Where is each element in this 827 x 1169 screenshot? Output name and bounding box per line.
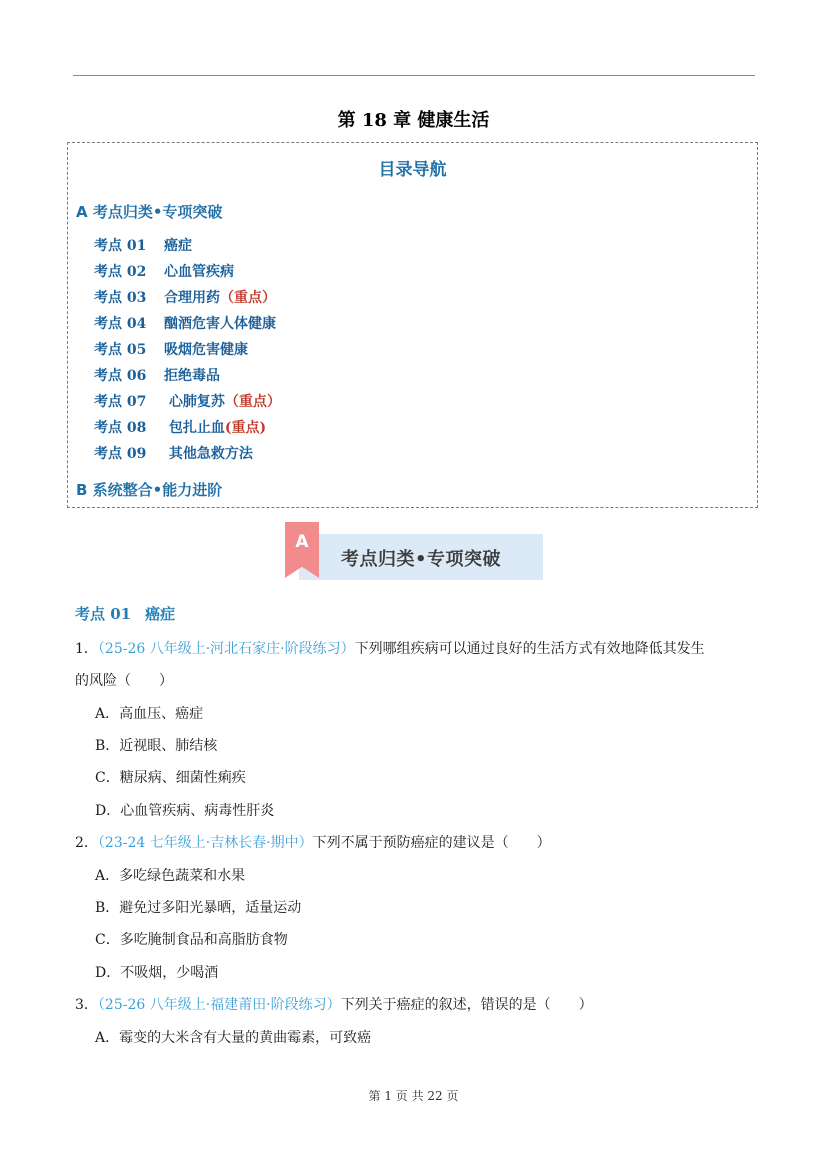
- question-1-option-b: B．近视眼、肺结核: [95, 738, 218, 754]
- toc-item-02[interactable]: 考点 02 心血管疾病: [94, 264, 234, 280]
- question-1-stem: 1．（25-26 八年级上·河北石家庄·阶段练习）下列哪组疾病可以通过良好的生活方式有效地降低其发生: [75, 641, 705, 657]
- toc-item-08[interactable]: 考点 08 包扎止血(重点): [94, 420, 267, 436]
- topic-heading: 考点 01 癌症: [75, 605, 176, 623]
- question-2-option-c: C．多吃腌制食品和高脂肪食物: [95, 932, 288, 948]
- toc-item-05[interactable]: 考点 05 吸烟危害健康: [94, 342, 248, 358]
- question-source: （23-24 七年级上·吉林长春·期中）: [97, 835, 313, 851]
- toc-item-07[interactable]: 考点 07 心肺复苏（重点）: [94, 394, 281, 410]
- banner-flag-letter: A: [295, 532, 309, 552]
- toc-section-b[interactable]: B 系统整合•能力进阶: [76, 481, 223, 499]
- page-footer: 第 1 页 共 22 页: [368, 1089, 459, 1103]
- question-1-option-a: A．高血压、癌症: [95, 706, 204, 722]
- question-2-stem: 2．（23-24 七年级上·吉林长春·期中）下列不属于预防癌症的建议是（ ）: [75, 835, 551, 851]
- question-3-option-a: A．霉变的大米含有大量的黄曲霉素，可致癌: [95, 1030, 372, 1046]
- question-2-option-d: D．不吸烟，少喝酒: [95, 965, 219, 981]
- question-1-option-d: D．心血管疾病、病毒性肝炎: [95, 803, 275, 819]
- question-1-option-c: C．糖尿病、细菌性痢疾: [95, 770, 246, 786]
- toc-item-09[interactable]: 考点 09 其他急救方法: [94, 446, 253, 462]
- toc-item-06[interactable]: 考点 06 拒绝毒品: [94, 368, 220, 384]
- question-2-option-b: B．避免过多阳光暴晒，适量运动: [95, 900, 302, 916]
- page-title: 第 18 章 健康生活: [337, 110, 490, 131]
- toc-box: [67, 142, 758, 508]
- banner-title: 考点归类•专项突破: [341, 549, 502, 570]
- toc-item-03[interactable]: 考点 03 合理用药（重点）: [94, 290, 276, 306]
- question-2-option-a: A．多吃绿色蔬菜和水果: [95, 868, 246, 884]
- toc-item-01[interactable]: 考点 01 癌症: [94, 238, 192, 254]
- top-rule: [73, 75, 755, 76]
- question-source: （25-26 八年级上·河北石家庄·阶段练习）: [97, 641, 355, 657]
- toc-item-04[interactable]: 考点 04 酗酒危害人体健康: [94, 316, 276, 332]
- question-3-stem: 3．（25-26 八年级上·福建莆田·阶段练习）下列关于癌症的叙述，错误的是（ ）: [75, 997, 593, 1013]
- toc-section-a[interactable]: A 考点归类•专项突破: [76, 203, 223, 221]
- question-1-stem-cont: 的风险（ ）: [75, 673, 173, 689]
- toc-title: 目录导航: [378, 160, 447, 180]
- section-banner: [285, 522, 543, 580]
- question-source: （25-26 八年级上·福建莆田·阶段练习）: [97, 997, 341, 1013]
